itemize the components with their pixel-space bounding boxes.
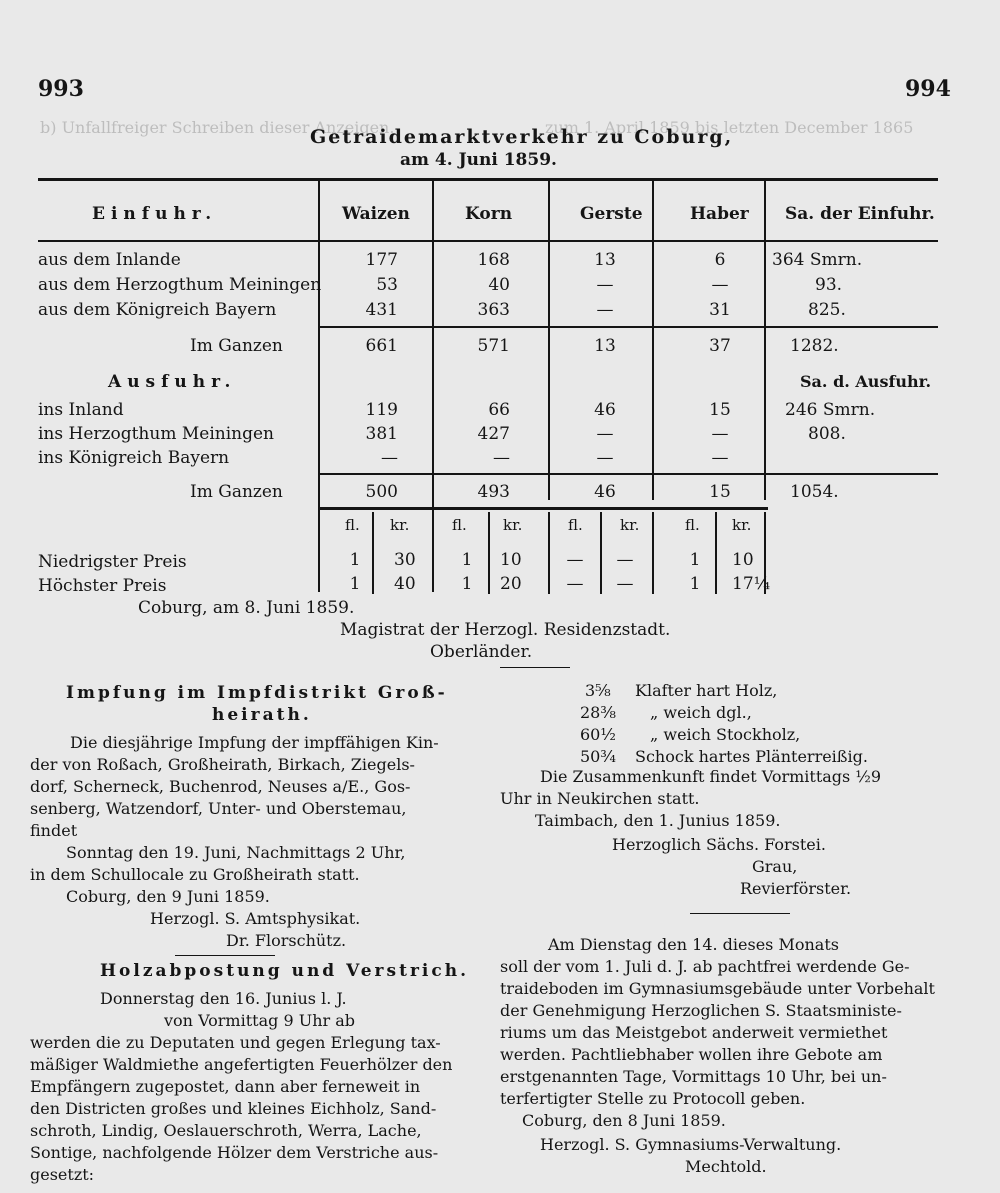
holz-date: Donnerstag den 16. Junius l. J. xyxy=(100,989,347,1008)
forst-qty: 3⁵⁄₈ xyxy=(585,681,611,700)
forst-qty: 60¹⁄₂ xyxy=(580,725,616,744)
page-number-left: 993 xyxy=(38,76,84,102)
forst-item: „ weich dgl., xyxy=(650,703,752,722)
gymnasium-line: terfertigter Stelle zu Protocoll geben. xyxy=(500,1089,806,1108)
holz-line: mäßiger Waldmiethe angefertigten Feuerhölzer den xyxy=(30,1055,453,1074)
forst-qty: 50³⁄₄ xyxy=(580,747,616,766)
impfung-line: findet xyxy=(30,821,78,840)
col-header-waizen: Waizen xyxy=(342,204,410,224)
market-signer: Oberländer. xyxy=(430,642,533,662)
bleed-through-right: b) Unfallfreiger Schreiben dieser Anzeigen. xyxy=(40,118,395,137)
divider xyxy=(690,913,790,914)
gymnasium-line: der Genehmigung Herzoglichen S. Staatsministe- xyxy=(500,1001,902,1020)
market-title: Getraidemarktverkehr zu Coburg, xyxy=(310,126,734,148)
gymnasium-line: Am Dienstag den 14. dieses Monats xyxy=(548,935,839,954)
impfung-sign-date: Coburg, den 9 Juni 1859. xyxy=(66,887,270,906)
holz-line: gesetzt: xyxy=(30,1165,95,1184)
holz-title: Holzabpostung und Verstrich. xyxy=(100,961,469,981)
col-rule xyxy=(764,180,766,500)
gymnasium-place-date: Coburg, den 8 Juni 1859. xyxy=(522,1111,726,1130)
impfung-line: dorf, Scherneck, Buchenrod, Neuses a/E., Gos- xyxy=(30,777,411,796)
forst-office: Herzoglich Sächs. Forstei. xyxy=(612,835,826,854)
subtotal-rule xyxy=(318,473,938,475)
impfung-line: Die diesjährige Impfung der impffähigen Kin- xyxy=(70,733,439,752)
impfung-place: in dem Schullocale zu Großheirath statt. xyxy=(30,865,360,884)
holz-line: den Districten großes und kleines Eichholz, Sand- xyxy=(30,1099,437,1118)
gymnasium-name: Mechtold. xyxy=(685,1157,767,1176)
gymnasium-line: werden. Pachtliebhaber wollen ihre Gebote am xyxy=(500,1045,883,1064)
col-rule xyxy=(652,180,654,500)
col-rule xyxy=(548,180,550,500)
holz-line: schroth, Lindig, Oeslauerschroth, Werra, Lache, xyxy=(30,1121,422,1140)
forst-item: Schock hartes Plänterreißig. xyxy=(635,747,868,766)
subtotal-rule xyxy=(318,326,938,328)
gymnasium-line: erstgenannten Tage, Vormittags 10 Uhr, bei un- xyxy=(500,1067,887,1086)
forst-title: Revierförster. xyxy=(740,879,852,898)
forst-meeting-cont: Uhr in Neukirchen statt. xyxy=(500,789,700,808)
page-number-right: 994 xyxy=(905,76,951,102)
col-rule xyxy=(715,512,717,594)
forst-qty: 28³⁄₈ xyxy=(580,703,616,722)
gymnasium-office: Herzogl. S. Gymnasiums-Verwaltung. xyxy=(540,1135,842,1154)
col-header-sum-einfuhr: Sa. der Einfuhr. xyxy=(785,204,935,224)
sum-ausfuhr-heading: Sa. d. Ausfuhr. xyxy=(800,372,932,391)
forst-name: Grau, xyxy=(752,857,798,876)
col-rule xyxy=(548,512,550,594)
impfung-line: der von Roßach, Großheirath, Birkach, Ziegels- xyxy=(30,755,415,774)
forst-item: Klafter hart Holz, xyxy=(635,681,778,700)
table-header-rule xyxy=(38,240,938,242)
col-header-haber: Haber xyxy=(690,204,749,224)
divider xyxy=(175,955,275,956)
col-rule xyxy=(600,512,602,594)
col-rule xyxy=(652,512,654,594)
market-signature: Magistrat der Herzogl. Residenzstadt. xyxy=(340,620,671,640)
impfung-date: Sonntag den 19. Juni, Nachmittags 2 Uhr, xyxy=(66,843,406,862)
impfung-sign-office: Herzogl. S. Amtsphysikat. xyxy=(150,909,361,928)
ausfuhr-heading: Ausfuhr. xyxy=(108,372,237,392)
divider xyxy=(500,667,570,668)
table-top-rule xyxy=(38,178,938,181)
gymnasium-line: riums um das Meistgebot anderweit vermiethet xyxy=(500,1023,888,1042)
holz-line: werden die zu Deputaten und gegen Erlegung tax- xyxy=(30,1033,441,1052)
col-rule xyxy=(432,180,434,592)
col-header-gerste: Gerste xyxy=(580,204,643,224)
holz-time: von Vormittag 9 Uhr ab xyxy=(164,1011,356,1030)
holz-line: Sontige, nachfolgende Hölzer dem Verstriche aus- xyxy=(30,1143,439,1162)
gymnasium-line: soll der vom 1. Juli d. J. ab pachtfrei werdende Ge- xyxy=(500,957,910,976)
col-header-einfuhr: Einfuhr. xyxy=(92,204,218,224)
market-place-date: Coburg, am 8. Juni 1859. xyxy=(138,598,355,618)
impfung-title: Impfung im Impfdistrikt Groß- xyxy=(66,683,448,703)
market-date: am 4. Juni 1859. xyxy=(400,150,557,170)
col-rule xyxy=(318,180,320,592)
col-header-korn: Korn xyxy=(465,204,513,224)
impfung-line: senberg, Watzendorf, Unter- und Oberstemau, xyxy=(30,799,407,818)
col-rule xyxy=(372,512,374,594)
forst-item: „ weich Stockholz, xyxy=(650,725,801,744)
price-rule xyxy=(318,507,768,510)
bleed-through-left: zum 1. April 1859 bis letzten December 1865 xyxy=(545,118,914,137)
impfung-sign-name: Dr. Florschütz. xyxy=(226,931,347,950)
forst-meeting: Die Zusammenkunft findet Vormittags ½9 xyxy=(540,767,882,786)
col-rule xyxy=(488,512,490,594)
holz-line: Empfängern zugepostet, dann aber ferneweit in xyxy=(30,1077,421,1096)
gymnasium-line: traideboden im Gymnasiumsgebäude unter Vorbehalt xyxy=(500,979,935,998)
impfung-title-cont: heirath. xyxy=(212,705,312,725)
forst-place-date: Taimbach, den 1. Junius 1859. xyxy=(535,811,781,830)
